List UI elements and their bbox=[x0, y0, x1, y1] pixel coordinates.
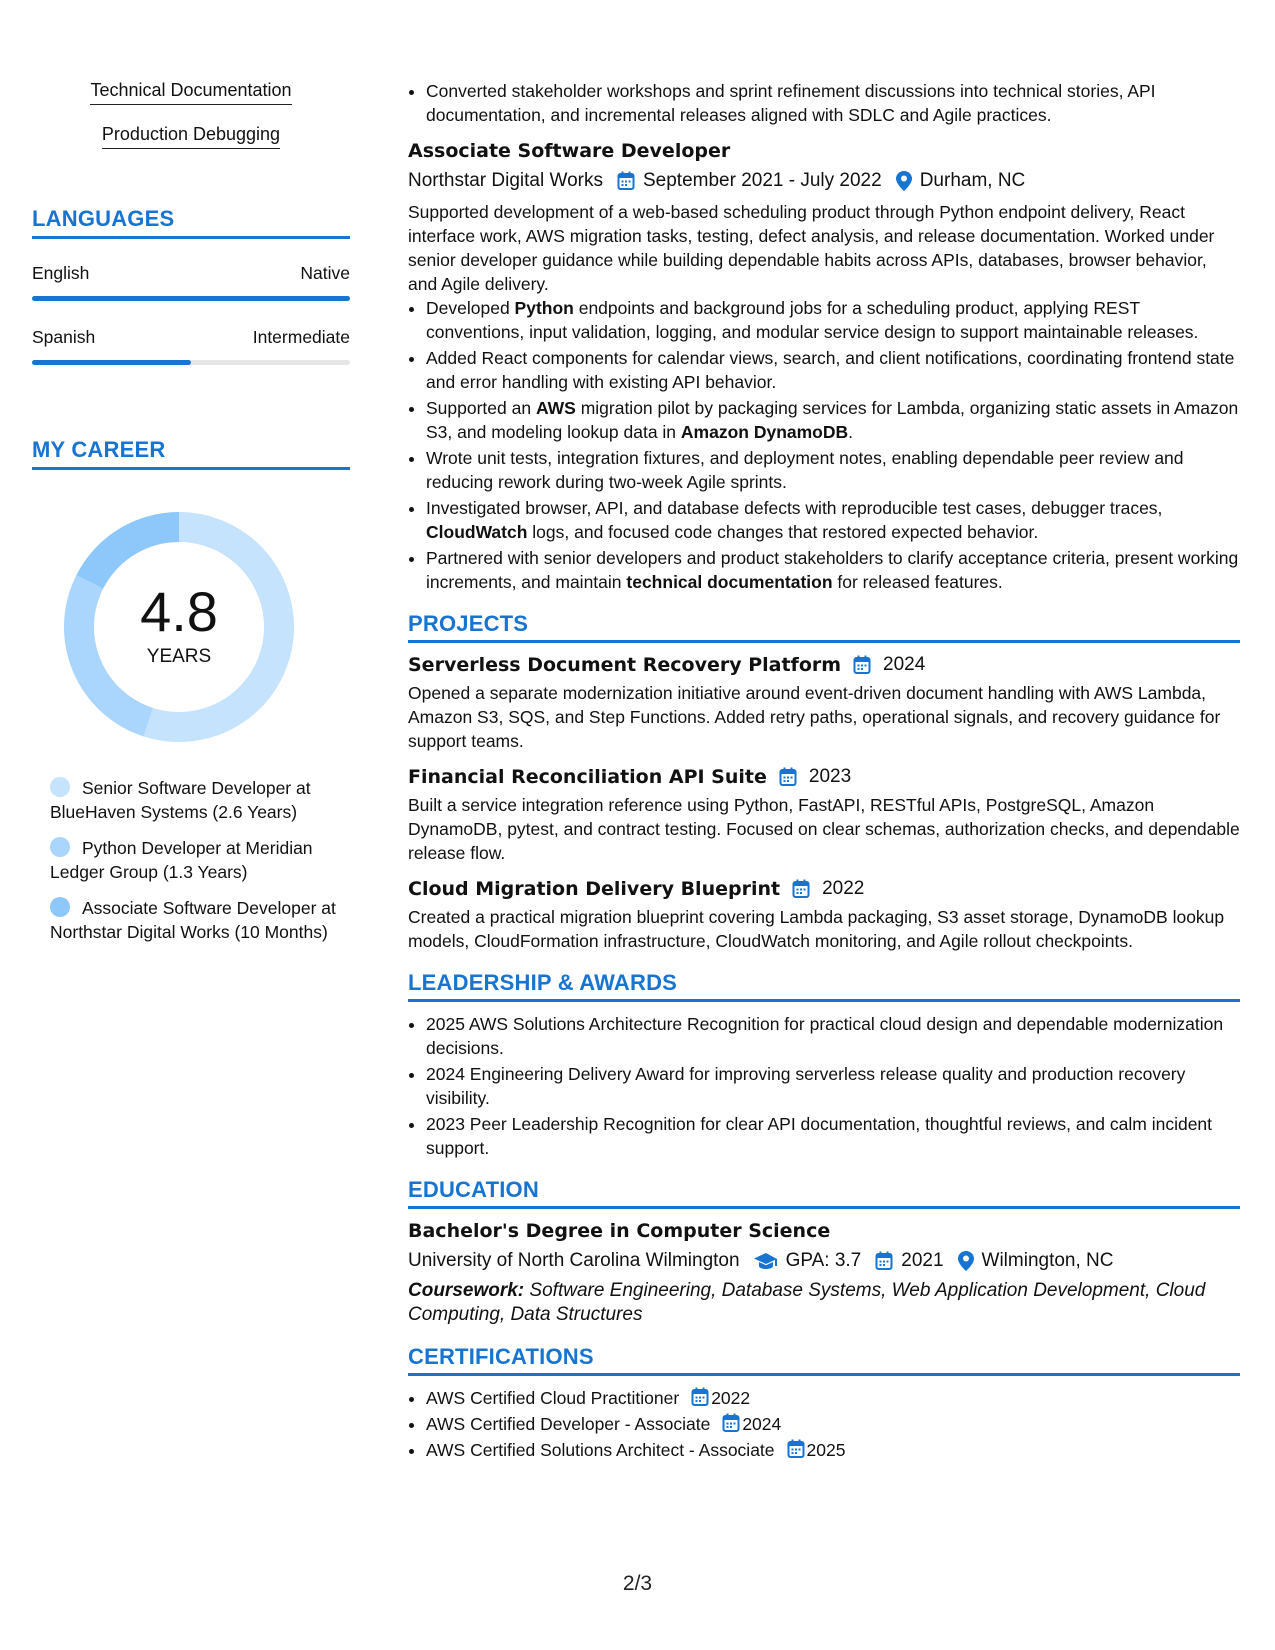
project-header bbox=[408, 877, 1240, 901]
legend-item bbox=[50, 776, 340, 824]
legend-label: Senior Software Developer at BlueHaven Systems (2.6 Years) bbox=[50, 778, 311, 822]
job-dates: September 2021 - July 2022 bbox=[642, 170, 882, 191]
left-column bbox=[32, 80, 350, 956]
project-header bbox=[408, 653, 1240, 677]
projects-heading: PROJECTS bbox=[408, 612, 1240, 643]
certification-name: AWS Certified Cloud Practitioner bbox=[426, 1388, 680, 1408]
school-name: University of North Carolina Wilmington bbox=[408, 1250, 740, 1271]
bullet-text: Added React components for calendar views, search, and client notifications, coordinating frontend state and error handling with existing API behavior. bbox=[426, 348, 1235, 392]
bullet-text: logs, and focused code changes that restored expected behavior. bbox=[527, 522, 1039, 542]
awards-list bbox=[408, 1012, 1240, 1160]
certification-name: AWS Certified Solutions Architect - Associate bbox=[426, 1440, 775, 1460]
language-name: Spanish bbox=[32, 327, 96, 347]
legend-dot bbox=[50, 777, 70, 797]
certification-year: 2022 bbox=[711, 1388, 751, 1408]
bullet-text: Wrote unit tests, integration fixtures, and deployment notes, enabling dependable peer review and reducing rework during two-week Agile sprints. bbox=[426, 448, 1184, 492]
certifications-list bbox=[408, 1386, 1240, 1462]
job-bullet bbox=[426, 396, 1240, 444]
previous-job-bullets bbox=[408, 79, 1240, 127]
language-name: English bbox=[32, 263, 90, 283]
language-entry bbox=[32, 327, 350, 365]
project-entry bbox=[408, 653, 1240, 753]
graduation-year: 2021 bbox=[901, 1250, 944, 1271]
awards-section bbox=[408, 971, 1240, 1160]
project-entry bbox=[408, 877, 1240, 953]
calendar-icon bbox=[875, 1251, 893, 1271]
project-description: Created a practical migration blueprint covering Lambda packaging, S3 asset storage, DynamoDB lookup models, CloudFormation infrastructure, CloudWatch monitoring, and Agile rollout checkpoints. bbox=[408, 907, 1225, 951]
bullet-text: migration pilot by packaging services for Lambda, organizing static assets in Amazon S3, and modeling lookup data in bbox=[426, 398, 1239, 442]
job-meta bbox=[408, 169, 1240, 193]
language-level: Native bbox=[300, 263, 350, 283]
job-location: Durham, NC bbox=[919, 170, 1026, 191]
certification-item bbox=[426, 1386, 1240, 1410]
awards-heading: LEADERSHIP & AWARDS bbox=[408, 971, 1240, 1002]
project-description: Built a service integration reference using Python, FastAPI, RESTful APIs, PostgreSQL, Amazon DynamoDB, pytest, and contract testing. Focused on clear schemas, authorization checks, and dependable release flow. bbox=[408, 795, 1240, 863]
gpa: GPA: 3.7 bbox=[785, 1250, 862, 1271]
calendar-icon bbox=[792, 879, 810, 899]
job-bullet bbox=[426, 496, 1240, 544]
career-total-unit: YEARS bbox=[146, 646, 212, 667]
legend-item bbox=[50, 836, 340, 884]
skill-item: Technical Documentation bbox=[90, 80, 291, 105]
calendar-icon bbox=[617, 171, 635, 191]
bullet-bold-text: AWS bbox=[535, 398, 576, 418]
language-bar bbox=[32, 296, 350, 301]
certifications-heading: CERTIFICATIONS bbox=[408, 1345, 1240, 1376]
degree-title: Bachelor's Degree in Computer Science bbox=[408, 1220, 831, 1242]
certification-item bbox=[426, 1412, 1240, 1436]
bullet-bold-text: technical documentation bbox=[626, 572, 833, 592]
bullet-text: Supported an bbox=[426, 398, 536, 418]
bullet-text: endpoints and background jobs for a scheduling product, applying REST conventions, input validation, logging, and modular service design to support maintainable releases. bbox=[426, 298, 1199, 342]
bullet-item: • Converted stakeholder workshops and sprint refinement discussions into technical stories, API documentation, and incremental releases aligned with SDLC and Agile practices. bbox=[426, 79, 1240, 127]
language-bar-fill bbox=[32, 360, 191, 365]
projects-section bbox=[408, 612, 1240, 953]
coursework-label: Coursework: bbox=[408, 1280, 525, 1301]
bullet-bold-text: CloudWatch bbox=[426, 522, 528, 542]
project-description: Opened a separate modernization initiative around event-driven document handling with AWS Lambda, Amazon S3, SQS, and Step Functions. Added retry paths, operational signals, and recovery guidance for support teams. bbox=[408, 683, 1221, 751]
bullet-text: for released features. bbox=[832, 572, 1003, 592]
bullet-bold-text: Amazon DynamoDB bbox=[680, 422, 849, 442]
project-entry bbox=[408, 765, 1240, 865]
bullet-text: Developed bbox=[426, 298, 515, 318]
legend-item bbox=[50, 896, 340, 944]
coursework bbox=[408, 1279, 1240, 1327]
certification-name: AWS Certified Developer - Associate bbox=[426, 1414, 711, 1434]
project-header bbox=[408, 765, 1240, 789]
page-number: 2/3 bbox=[622, 1572, 653, 1595]
job-bullet bbox=[426, 446, 1240, 494]
calendar-icon bbox=[722, 1413, 740, 1433]
projects-list bbox=[408, 653, 1240, 953]
project-title: Cloud Migration Delivery Blueprint bbox=[408, 878, 781, 900]
bullet-text: . bbox=[848, 422, 854, 442]
calendar-icon bbox=[853, 655, 871, 675]
career-total-years: 4.8 bbox=[140, 580, 218, 643]
legend-dot bbox=[50, 897, 70, 917]
education-section bbox=[408, 1178, 1240, 1327]
job-company: Northstar Digital Works bbox=[408, 170, 603, 191]
legend-label: Python Developer at Meridian Ledger Group (1.3 Years) bbox=[50, 838, 313, 882]
job-bullet bbox=[426, 346, 1240, 394]
calendar-icon bbox=[779, 767, 797, 787]
job-bullet bbox=[426, 296, 1240, 344]
project-year: 2022 bbox=[822, 878, 865, 899]
certification-item bbox=[426, 1438, 1240, 1462]
location-pin-icon bbox=[958, 1251, 974, 1271]
certification-year: 2025 bbox=[806, 1440, 846, 1460]
education-heading: EDUCATION bbox=[408, 1178, 1240, 1209]
bullet-text: Investigated browser, API, and database defects with reproducible test cases, debugger traces, bbox=[426, 498, 1163, 518]
legend-dot bbox=[50, 837, 70, 857]
graduation-cap-icon bbox=[754, 1252, 778, 1270]
donut-center bbox=[64, 512, 294, 742]
language-bar-fill bbox=[32, 296, 350, 301]
right-column bbox=[408, 79, 1240, 1464]
languages-heading: LANGUAGES bbox=[32, 206, 350, 239]
job-bullets bbox=[408, 296, 1240, 594]
career-donut-chart bbox=[64, 512, 294, 742]
career-legend bbox=[50, 776, 340, 944]
job-summary: Supported development of a web-based scheduling product through Python endpoint delivery, React interface work, AWS migration tasks, testing, defect analysis, and release documentation. Worked under senior developer guidance while building dependable habits across APIs, databases, browser behavior, and Agile delivery. bbox=[408, 202, 1215, 294]
award-item: • 2024 Engineering Delivery Award for improving serverless release quality and production recovery visibility. bbox=[426, 1062, 1240, 1110]
school-location: Wilmington, NC bbox=[981, 1250, 1114, 1271]
education-meta bbox=[408, 1249, 1240, 1273]
project-year: 2024 bbox=[883, 654, 926, 675]
language-entry bbox=[32, 263, 350, 301]
calendar-icon bbox=[787, 1439, 805, 1459]
location-pin-icon bbox=[896, 171, 912, 191]
certification-year: 2024 bbox=[742, 1414, 782, 1434]
award-item: • 2023 Peer Leadership Recognition for clear API documentation, thoughtful reviews, and calm incident support. bbox=[426, 1112, 1240, 1160]
language-level: Intermediate bbox=[252, 327, 350, 347]
project-title: Serverless Document Recovery Platform bbox=[408, 654, 842, 676]
career-heading: MY CAREER bbox=[32, 437, 350, 470]
skill-item: Production Debugging bbox=[102, 124, 280, 149]
project-year: 2023 bbox=[808, 766, 852, 787]
coursework-list: Software Engineering, Database Systems, Web Application Development, Cloud Computing, Data Structures bbox=[408, 1280, 1206, 1325]
legend-label: Associate Software Developer at Northstar Digital Works (10 Months) bbox=[50, 898, 336, 942]
calendar-icon bbox=[691, 1387, 709, 1407]
certifications-section bbox=[408, 1345, 1240, 1462]
award-item: • 2025 AWS Solutions Architecture Recognition for practical cloud design and dependable modernization decisions. bbox=[426, 1012, 1240, 1060]
skills-list bbox=[32, 80, 350, 168]
job-title: Associate Software Developer bbox=[408, 140, 731, 162]
project-title: Financial Reconciliation API Suite bbox=[408, 766, 767, 788]
bullet-text: Partnered with senior developers and product stakeholders to clarify acceptance criteria, present working increments, and maintain bbox=[426, 548, 1239, 592]
job-bullet bbox=[426, 546, 1240, 594]
language-bar bbox=[32, 360, 350, 365]
job-entry bbox=[408, 139, 1240, 594]
bullet-bold-text: Python bbox=[514, 298, 574, 318]
